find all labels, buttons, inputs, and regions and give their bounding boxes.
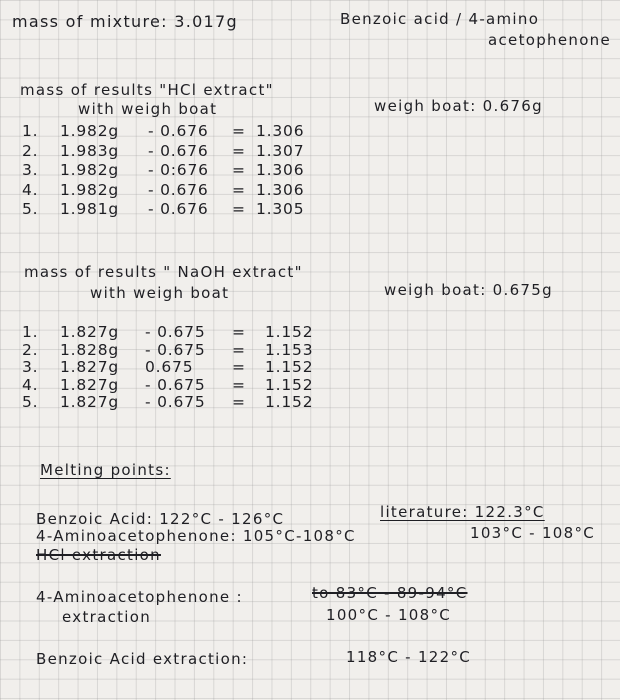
row-mass: 1.982g (60, 122, 120, 140)
compound-name-line2: acetophenone (488, 31, 612, 49)
row-mass: 1.981g (60, 200, 120, 218)
mass-of-mixture: mass of mixture: 3.017g (12, 12, 238, 31)
row-subtraction: - 0.675 (145, 323, 206, 341)
row-mass: 1.982g (60, 180, 120, 199)
row-subtraction: - 0.675 (145, 340, 206, 359)
amino-extraction-word: extraction (62, 608, 152, 626)
row-equals: = (232, 122, 246, 140)
amino-extraction-label: 4-Aminoacetophenone : (36, 588, 243, 606)
benzoic-extraction-range: 118°C - 122°C (346, 648, 472, 666)
row-result: 1.307 (256, 141, 305, 160)
row-number: 5. (22, 200, 39, 218)
row-result: 1.305 (256, 200, 305, 218)
amino-extraction-range: 100°C - 108°C (326, 606, 452, 624)
naoh-weigh-boat: weigh boat: 0.675g (384, 281, 553, 299)
row-result: 1.152 (265, 375, 314, 394)
amino-struck-range: to 83°C - 89-94°C (312, 584, 468, 602)
naoh-section-subtitle: with weigh boat (90, 284, 230, 302)
row-subtraction: - 0.675 (145, 375, 206, 394)
row-result: 1.152 (265, 323, 314, 341)
melting-points-title: Melting points: (40, 461, 171, 479)
row-result: 1.152 (265, 358, 314, 376)
row-equals: = (232, 141, 246, 160)
row-result: 1.306 (256, 122, 305, 140)
row-mass: 1.827g (60, 323, 120, 341)
hcl-section-title: mass of results "HCl extract" (20, 81, 274, 99)
row-mass: 1.827g (60, 358, 120, 376)
row-number: 2. (22, 141, 39, 160)
row-equals: = (232, 340, 246, 359)
row-equals: = (232, 200, 246, 218)
row-subtraction: - 0.676 (148, 122, 209, 140)
row-subtraction: - 0.676 (148, 200, 209, 218)
row-equals: = (232, 375, 246, 394)
hcl-weigh-boat: weigh boat: 0.676g (374, 97, 543, 115)
row-result: 1.153 (265, 340, 314, 359)
row-subtraction: - 0.676 (148, 141, 209, 160)
row-result: 1.152 (265, 393, 314, 411)
row-mass: 1.982g (60, 161, 120, 179)
hcl-section-subtitle: with weigh boat (78, 100, 218, 118)
row-number: 3. (22, 161, 39, 179)
row-number: 2. (22, 340, 39, 359)
literature-label: literature: 122.3°C (380, 503, 545, 521)
row-number: 1. (22, 122, 39, 140)
row-subtraction: - 0.675 (145, 393, 206, 411)
row-mass: 1.983g (60, 141, 120, 160)
row-mass: 1.827g (60, 375, 120, 394)
row-number: 4. (22, 375, 39, 394)
row-number: 5. (22, 393, 39, 411)
row-equals: = (232, 161, 246, 179)
row-mass: 1.828g (60, 340, 120, 359)
amino-melting: 4-Aminoacetophenone: 105°C-108°C (36, 527, 356, 545)
row-equals: = (232, 358, 246, 376)
row-subtraction: - 0:676 (148, 161, 209, 179)
row-result: 1.306 (256, 180, 305, 199)
row-result: 1.306 (256, 161, 305, 179)
naoh-section-title: mass of results " NaOH extract" (24, 263, 303, 281)
benzoic-melting: Benzoic Acid: 122°C - 126°C (36, 510, 285, 528)
row-equals: = (232, 180, 246, 199)
row-number: 4. (22, 180, 39, 199)
row-subtraction: - 0.676 (148, 180, 209, 199)
struck-hcl-extraction: HCl extraction (36, 546, 161, 564)
row-equals: = (232, 393, 246, 411)
row-number: 3. (22, 358, 39, 376)
amino-literature: 103°C - 108°C (470, 524, 596, 542)
row-equals: = (232, 323, 246, 341)
row-number: 1. (22, 323, 39, 341)
row-subtraction: 0.675 (145, 358, 194, 376)
benzoic-extraction-label: Benzoic Acid extraction: (36, 650, 249, 668)
row-mass: 1.827g (60, 393, 120, 411)
compound-name-line1: Benzoic acid / 4-amino (340, 10, 540, 28)
